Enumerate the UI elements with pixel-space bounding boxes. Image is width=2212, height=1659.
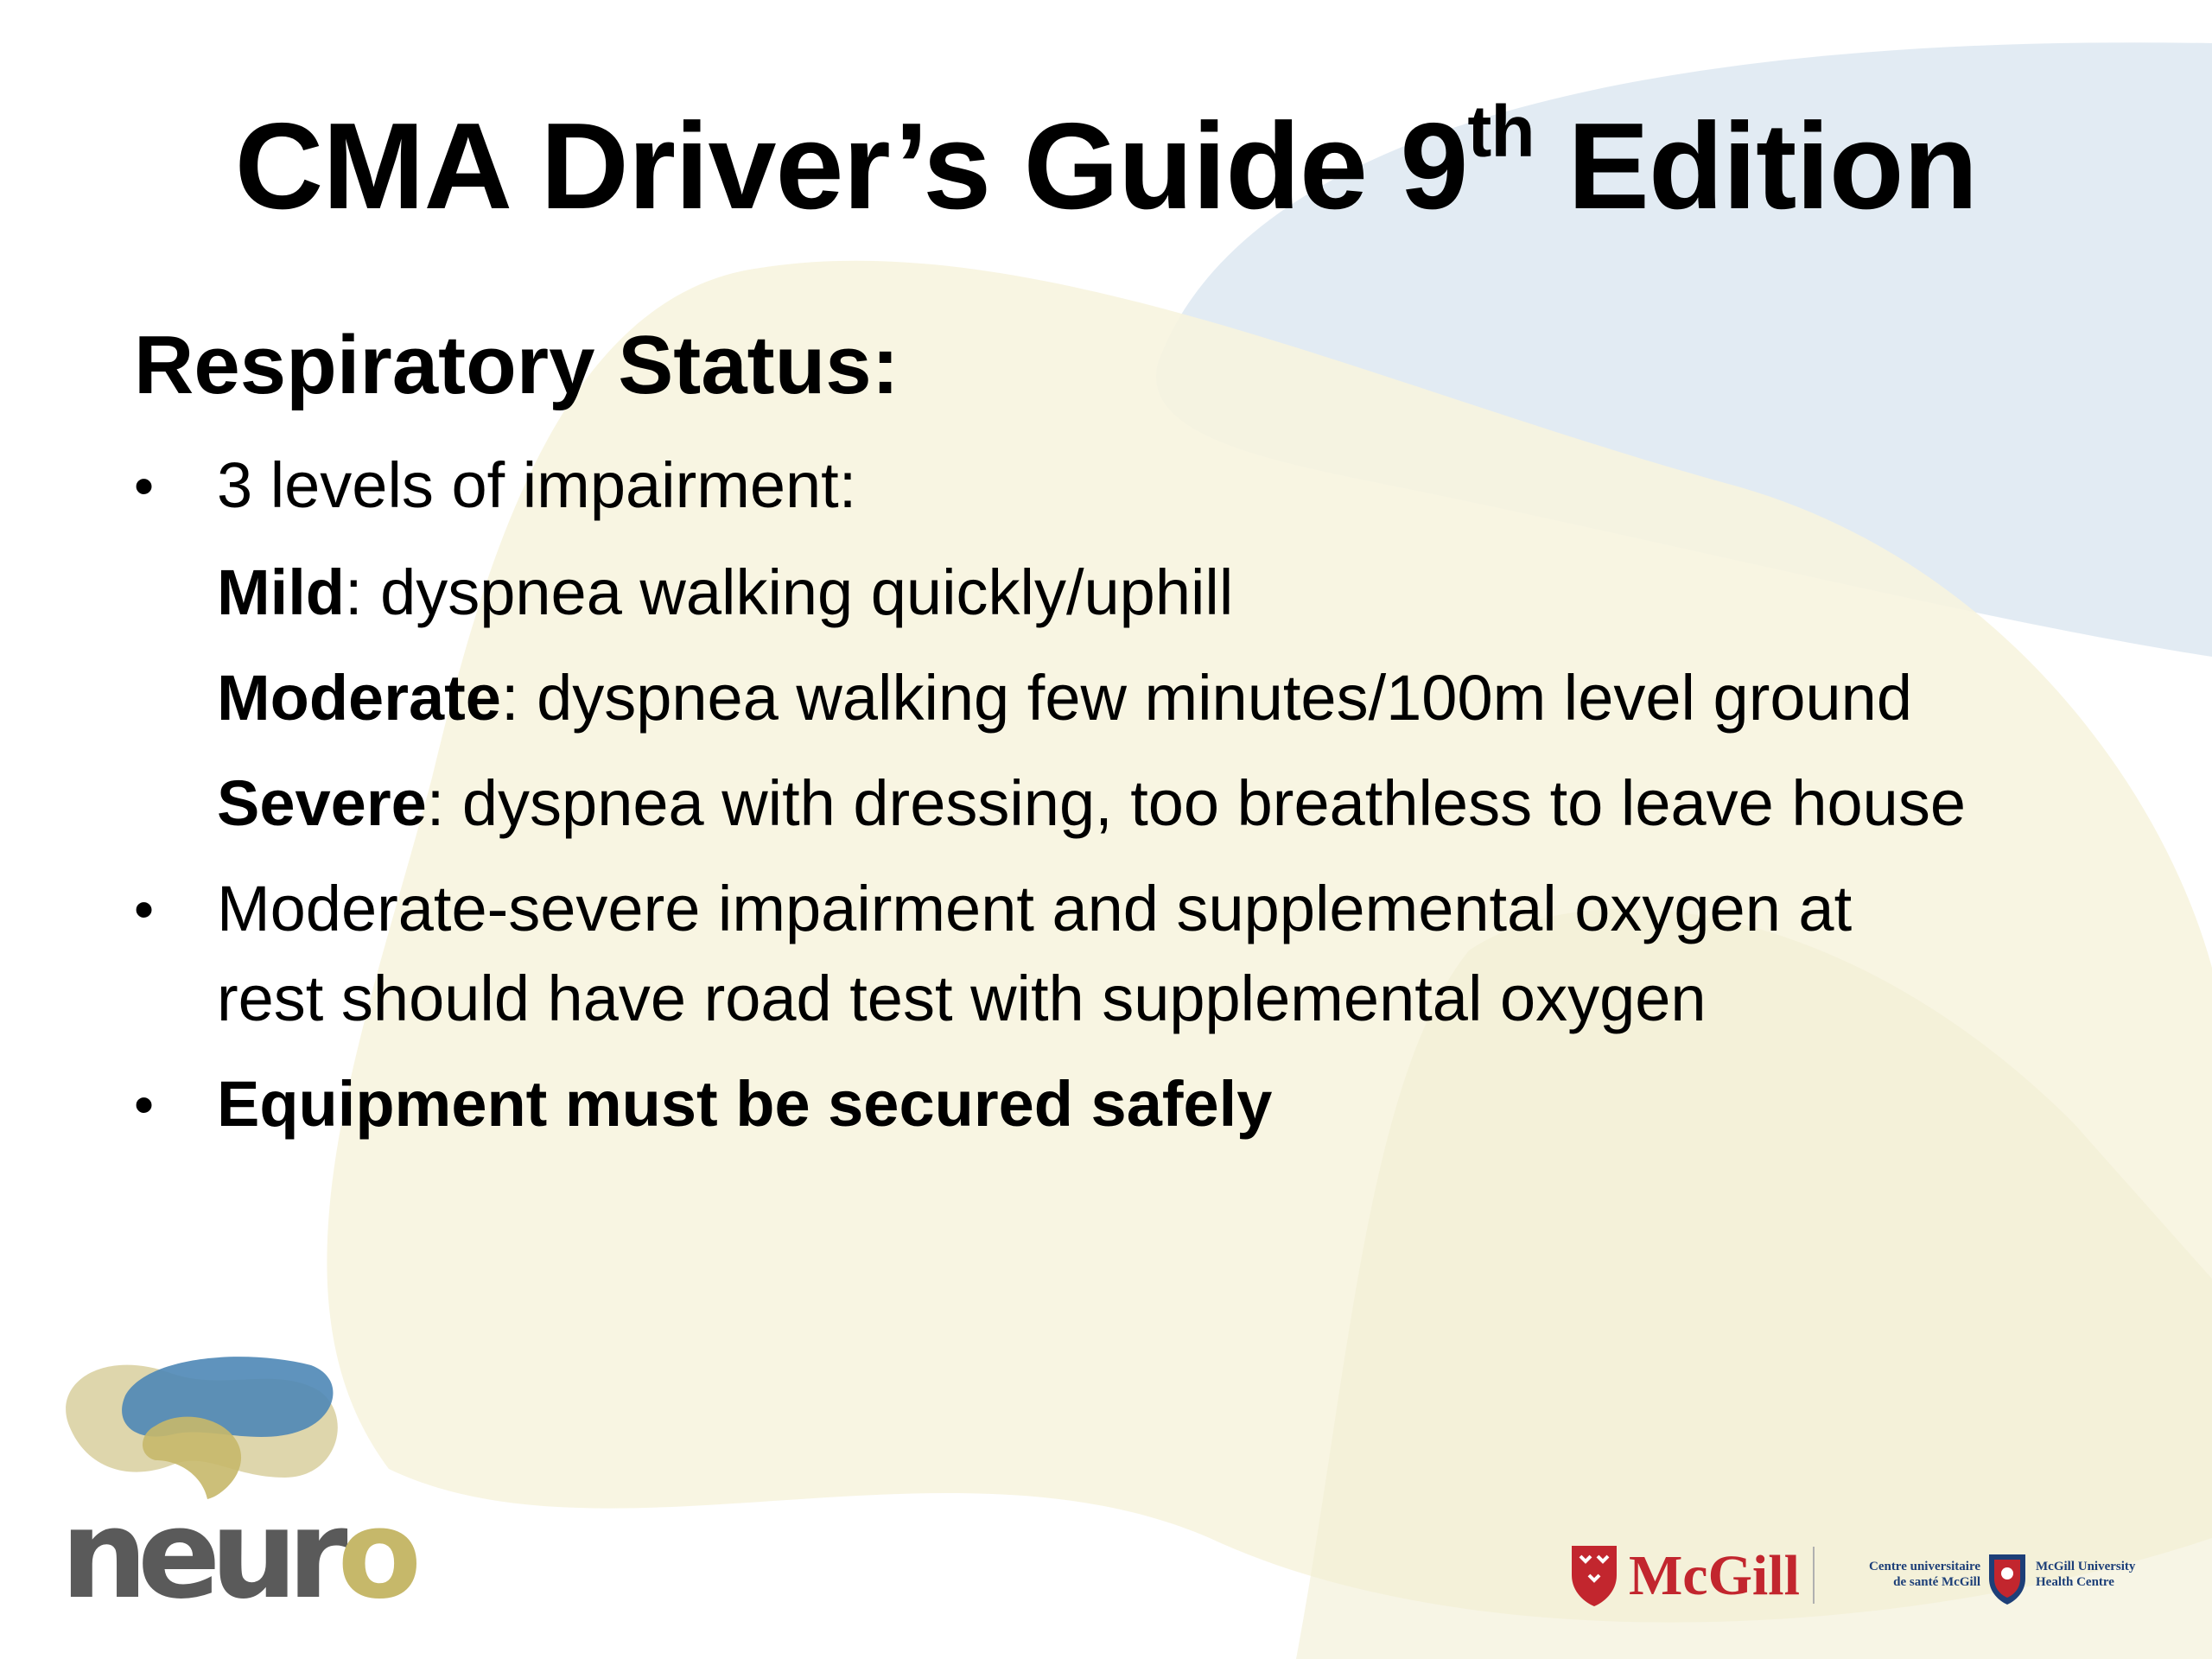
cusm-logo-text: Centre universitaire de santé McGill: [1868, 1560, 1980, 1589]
muhc-logo-text: McGill University Health Centre: [2036, 1560, 2136, 1589]
term-label: Severe: [217, 767, 427, 839]
title-superscript: th: [1467, 91, 1535, 172]
list-item-text: Equipment must be secured safely: [217, 1068, 1273, 1140]
bullet-icon: •: [134, 877, 155, 941]
list-item-text: 3 levels of impairment:: [217, 449, 857, 521]
slide-title: [0, 91, 2212, 235]
bullet-icon: •: [134, 1072, 155, 1136]
neuro-logo-text: neuro: [60, 1484, 412, 1626]
list-item-text: [217, 548, 1233, 638]
title-tail: Edition: [1534, 98, 1978, 235]
term-label: Mild: [217, 556, 345, 628]
term-description: : dyspnea with dressing, too breathless to leave house: [426, 767, 1966, 839]
title-main: CMA Driver’s Guide 9: [234, 98, 1468, 235]
section-heading: Respiratory Status:: [134, 319, 899, 411]
list-item-text-line-2: rest should have road test with supplemental oxygen: [217, 963, 1707, 1034]
list-item-text: [217, 759, 1966, 849]
muhc-shield-icon: [1986, 1551, 2029, 1606]
logo-divider: [1813, 1547, 1815, 1604]
mcgill-logo-text: McGill: [1629, 1544, 1800, 1607]
neuro-logo-icon: [52, 1348, 354, 1503]
bullet-icon: •: [134, 454, 155, 518]
list-item-text: [217, 653, 1912, 743]
term-label: Moderate: [217, 662, 501, 734]
term-description: : dyspnea walking quickly/uphill: [344, 556, 1234, 628]
mcgill-crest-icon: [1568, 1541, 1620, 1610]
term-description: : dyspnea walking few minutes/100m level ground: [500, 662, 1912, 734]
list-item-text-line-1: Moderate-severe impairment and supplemental oxygen at: [217, 873, 1853, 944]
